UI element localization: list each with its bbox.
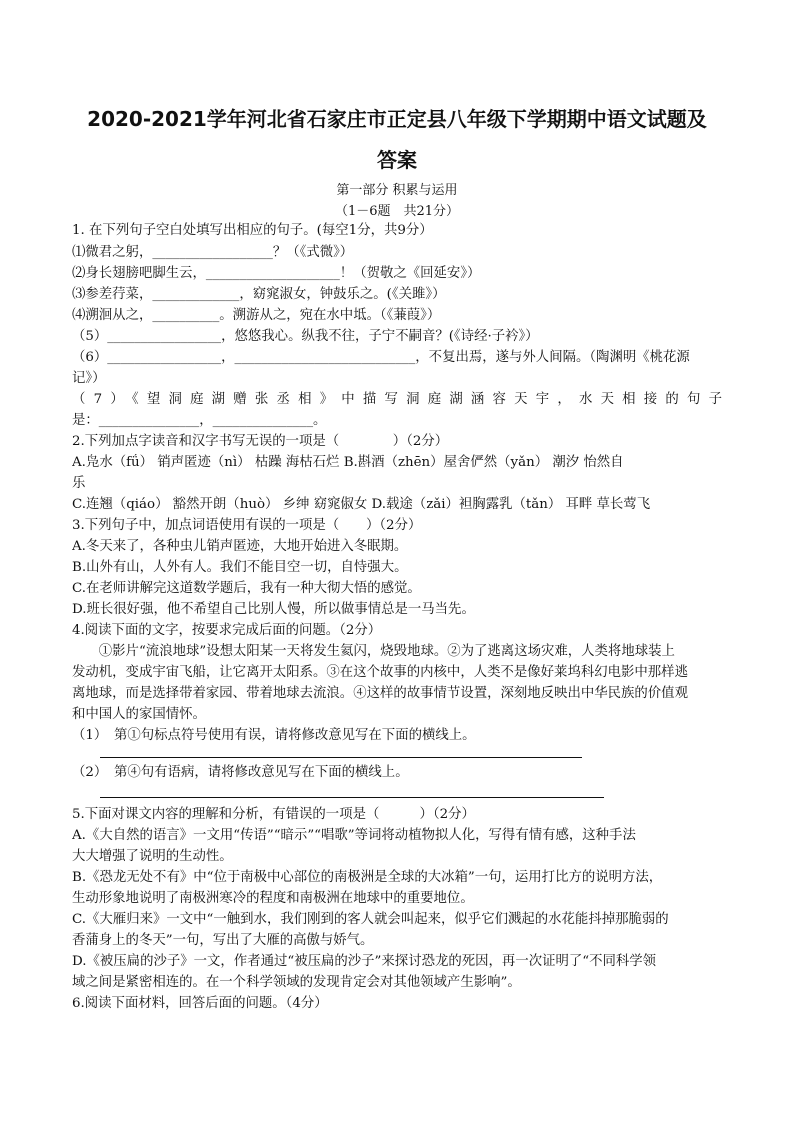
question-1-stem: 1. 在下列句子空白处填写出相应的句子。(每空1分，共9分） [72, 223, 433, 238]
question-1-item-1: ⑴微君之躬，__________________？（《式微》） [72, 245, 354, 260]
question-4-sub-1: （1） 第①句标点符号使用有误，请将修改意见写在下面的横线上。 [72, 728, 476, 743]
question-3-option-a: A.冬天来了，各种虫儿销声匿迹，大地开始进入冬眠期。 [72, 539, 408, 554]
answer-line [100, 797, 604, 798]
question-5-option-a: A.《大自然的语言》一文用“传语”“暗示”“唱歌”等词将动植物拟人化，写得有情有感，这种手法 [72, 828, 636, 843]
question-2-options-ab-cont: 乐 [72, 476, 86, 491]
question-1-item-7: （7）《望洞庭湖赠张丞相》中描写洞庭湖涵容天宇，水天相接的句子 [72, 392, 722, 407]
question-4-sub-2: （2） 第④句有语病，请将修改意见写在下面的横线上。 [72, 765, 409, 780]
question-1-item-7-cont: 是：_______________，_______________。 [72, 413, 327, 428]
question-3-option-b: B.山外有山，人外有人。我们不能目空一切，自恃强大。 [72, 560, 408, 575]
question-1-item-3: ⑶参差荇菜，_____________，窈窕淑女，钟鼓乐之。(《关雎》） [72, 287, 446, 302]
document-title-line1: 2020-2021学年河北省石家庄市正定县八年级下学期期中语文试题及 [87, 107, 707, 131]
question-4-passage-3: 离地球，而是选择带着家园、带着地球去流浪。④这样的故事情节设置，深刻地反映出中华民族的价值观 [72, 686, 688, 701]
document-title-line2: 答案 [377, 148, 417, 172]
section-heading: 第一部分 积累与运用 [336, 183, 458, 198]
question-2-stem: 2.下列加点字读音和汉字书写无误的一项是（ ）（2分） [72, 434, 449, 449]
question-3-option-c: C.在老师讲解完这道数学题后，我有一种大彻大悟的感觉。 [72, 581, 421, 596]
question-5-option-d: D.《被压扁的沙子》一文，作者通过“被压扁的沙子”来探讨恐龙的死因，再一次证明了“不同科学领 [72, 954, 657, 969]
question-5-stem: 5.下面对课文内容的理解和分析，有错误的一项是（ ）（2分） [72, 807, 475, 822]
question-4-passage-2: 发动机，变成宇宙飞船，让它离开太阳系。③在这个故事的内核中，人类不是像好莱坞科幻电影中那样逃 [72, 665, 688, 680]
question-4-stem: 4.阅读下面的文字，按要求完成后面的问题。（2分） [72, 623, 382, 638]
question-2-options-cd: C.连翘（qiáo） 豁然开朗（huò） 乡绅 窈窕俶女 D.载途（zǎi）袒胸露乳（tǎn） 耳畔 草长莺飞 [72, 497, 651, 512]
question-1-item-4: ⑷溯洄从之，__________。溯游从之，宛在水中坻。（《蒹葭》） [72, 308, 441, 323]
question-5-option-c-cont: 香蒲身上的冬天”一句，写出了大雁的高傲与娇气。 [72, 933, 374, 948]
question-6-stem: 6.阅读下面材料，回答后面的问题。（4分） [72, 996, 328, 1011]
question-1-item-6: （6）_________________，___________________________，不复出焉，遂与外人间隔。（陶渊明《桃花源 [72, 350, 690, 365]
section-range: （1－6题 共21分） [334, 204, 460, 219]
question-5-option-d-cont: 域之间是紧密相连的。在一个科学领域的发现肯定会对其他领域产生影响”。 [72, 975, 521, 990]
question-2-options-ab: A.凫水（fǘ） 销声匿迹（nì） 枯躁 海枯石烂 B.斟酒（zhēn）屋舍俨然（yǎn） 潮汐 怡然自 [72, 455, 624, 470]
question-5-option-c: C.《大雁归来》一文中“一触到水，我们刚到的客人就会叫起来，似乎它们溅起的水花能抖掉那脆弱的 [72, 912, 669, 927]
question-3-option-d: D.班长很好强，他不希望自己比别人慢，所以做事情总是一马当先。 [72, 602, 475, 617]
question-4-passage-4: 和中国人的家国情怀。 [72, 707, 206, 722]
question-5-option-b: B.《恐龙无处不有》中“位于南极中心部位的南极洲是全球的大冰箱”一句，运用打比方的说明方法， [72, 870, 663, 885]
question-4-passage-1: ①影片“流浪地球”设想太阳某一天将发生氦闪，烧毁地球。②为了逃离这场灾难，人类将地球装上 [72, 644, 675, 659]
question-3-stem: 3.下列句子中，加点词语使用有误的一项是（ ）（2分） [72, 518, 422, 533]
question-1-item-6-cont: 记》） [72, 371, 106, 386]
question-5-option-a-cont: 大大增强了说明的生动性。 [72, 849, 233, 864]
question-5-option-b-cont: 生动形象地说明了南极洲寒冷的程度和南极洲在地球中的重要地位。 [72, 891, 474, 906]
question-1-item-2: ⑵身长翅膀吧脚生云，____________________！（贺敬之《回延安》） [72, 266, 481, 281]
question-1-item-5: （5）_________________，悠悠我心。纵我不往，子宁不嗣音？(《诗经·子衿》） [72, 329, 539, 344]
answer-line [100, 757, 582, 758]
